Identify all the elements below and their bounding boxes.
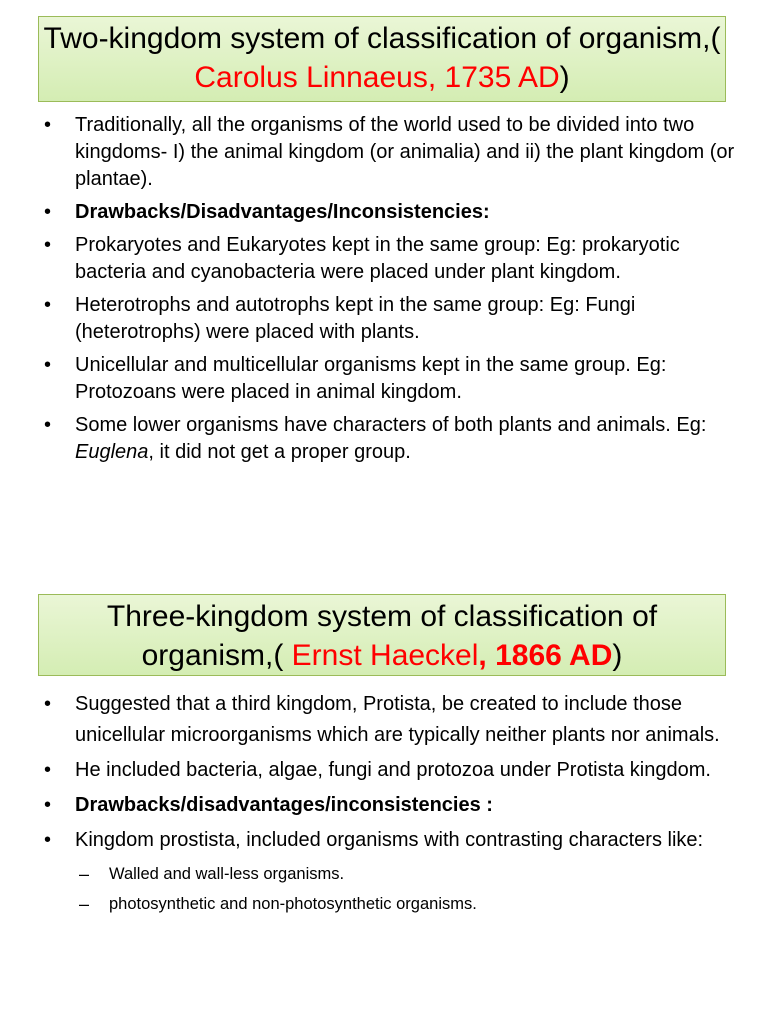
bullet-text: Unicellular and multicellular organisms kept in the same group. Eg: Protozoans were placed in animal kingdom. [75,354,667,403]
slide1-title-author: Carolus Linnaeus [194,61,428,94]
bullet-text: Traditionally, all the organisms of the world used to be divided into two kingdoms- I) the animal kingdom (or animalia) and ii) the plant kingdom (or plantae). [75,114,735,190]
sub-list-item [35,859,744,889]
bullet-text: Prokaryotes and Eukaryotes kept in the same group: Eg: prokaryotic bacteria and cyanobacteria were placed under plant kingdom. [75,234,680,283]
list-item [0,292,768,346]
slide2-bullet-list [0,689,768,923]
list-item [0,689,768,751]
slide2-title-year: , 1866 AD [478,639,613,672]
bullet-text: Heterotrophs and autotrophs kept in the same group: Eg: Fungi (heterotrophs) were placed with plants. [75,294,636,343]
list-item [0,790,768,821]
bullet-text: He included bacteria, algae, fungi and protozoa under Protista kingdom. [75,759,711,781]
sub-list-item [35,889,744,919]
sub-bullet-list [35,859,744,919]
bullet-text: , it did not get a proper group. [148,441,411,463]
bullet-emphasis: Euglena [75,441,149,463]
list-item [0,755,768,786]
bullet-text: Some lower organisms have characters of both plants and animals. Eg: [75,414,707,436]
slide2-title [38,594,726,676]
bullet-text: Kingdom prostista, included organisms with contrasting characters like: [75,829,704,851]
drawbacks-heading: Drawbacks/Disadvantages/Inconsistencies: [75,201,490,223]
slide1-title-year: , 1735 AD [427,61,560,94]
slide2-title-author: Ernst Haeckel [291,639,479,672]
slide2-title-close: ) [612,639,623,672]
slide1-bullet-list [0,112,768,472]
list-item [0,825,768,919]
list-item [0,199,768,226]
sub-bullet-text: Walled and wall-less organisms. [109,865,345,883]
drawbacks-heading: Drawbacks/disadvantages/inconsistencies : [75,794,493,816]
list-item [0,112,768,193]
slide1-title [38,16,726,102]
sub-bullet-text: photosynthetic and non-photosynthetic organisms. [109,895,477,913]
slide1-title-text: Two-kingdom system of classification of organism,( [43,22,721,55]
list-item [0,352,768,406]
list-item [0,412,768,466]
list-item [0,232,768,286]
slide1-title-close: ) [559,61,570,94]
slide2-title-text: Three-kingdom system of classification of organism,( [106,600,658,672]
bullet-text: Suggested that a third kingdom, Protista, be created to include those unicellular microorganisms which are typically neither plants nor animals. [75,693,720,746]
